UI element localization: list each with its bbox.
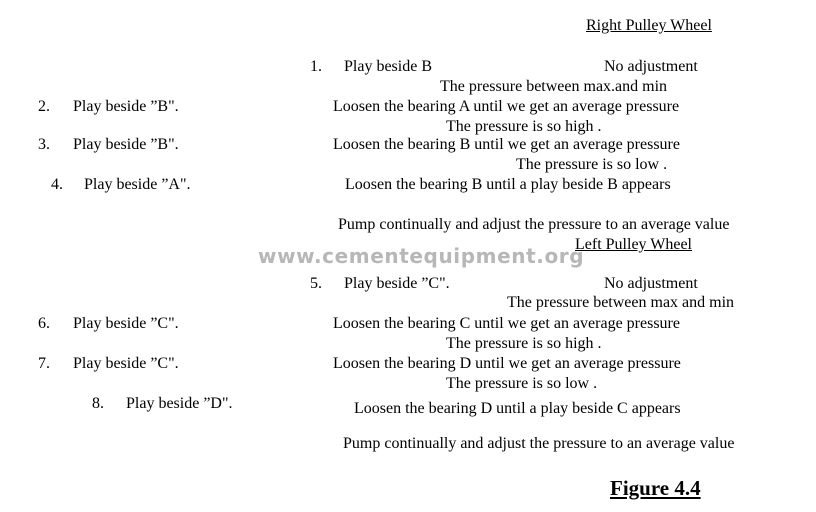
item-3-number: 3. xyxy=(38,136,50,153)
item-1-action: No adjustment xyxy=(604,58,698,75)
item-6-action: Loosen the bearing C until we get an average pressure xyxy=(333,315,680,332)
right-pump-instruction: Pump continually and adjust the pressure to an average value xyxy=(338,216,730,233)
left-pulley-title: Left Pulley Wheel xyxy=(575,236,692,253)
watermark: www.cementequipment.org xyxy=(258,244,585,268)
item-8-label: Play beside ”D". xyxy=(126,395,233,412)
item-6-label: Play beside ”C". xyxy=(73,315,179,332)
item-1-condition: The pressure between max.and min xyxy=(440,78,668,95)
item-3-label: Play beside ”B". xyxy=(73,136,179,153)
item-4-label: Play beside ”A". xyxy=(84,176,191,193)
item-4-number: 4. xyxy=(51,176,63,193)
left-pump-instruction: Pump continually and adjust the pressure to an average value xyxy=(343,435,735,452)
item-4-action: Loosen the bearing B until a play beside B appears xyxy=(345,176,671,193)
item-5-number: 5. xyxy=(310,275,322,292)
figure-caption: Figure 4.4 xyxy=(610,476,701,500)
item-1-number: 1. xyxy=(310,58,322,75)
item-7-condition: The pressure is so low . xyxy=(446,375,598,392)
item-2-label: Play beside ”B". xyxy=(73,98,179,115)
item-2-number: 2. xyxy=(38,98,50,115)
item-6-condition: The pressure is so high . xyxy=(446,335,602,352)
item-8-number: 8. xyxy=(92,395,104,412)
item-5-action: No adjustment xyxy=(604,275,698,292)
item-6-number: 6. xyxy=(38,315,50,332)
item-5-condition: The pressure between max and min xyxy=(507,294,735,311)
item-7-action: Loosen the bearing D until we get an average pressure xyxy=(333,355,681,372)
item-2-condition: The pressure is so high . xyxy=(446,118,602,135)
item-8-action: Loosen the bearing D until a play beside C appears xyxy=(354,400,681,417)
item-7-number: 7. xyxy=(38,355,50,372)
item-1-label: Play beside B xyxy=(344,58,432,75)
right-pulley-title: Right Pulley Wheel xyxy=(586,17,712,34)
item-7-label: Play beside ”C". xyxy=(73,355,179,372)
item-3-action: Loosen the bearing B until we get an average pressure xyxy=(333,136,680,153)
item-3-condition: The pressure is so low . xyxy=(516,156,668,173)
item-2-action: Loosen the bearing A until we get an average pressure xyxy=(333,98,680,115)
item-5-label: Play beside ”C". xyxy=(344,275,450,292)
